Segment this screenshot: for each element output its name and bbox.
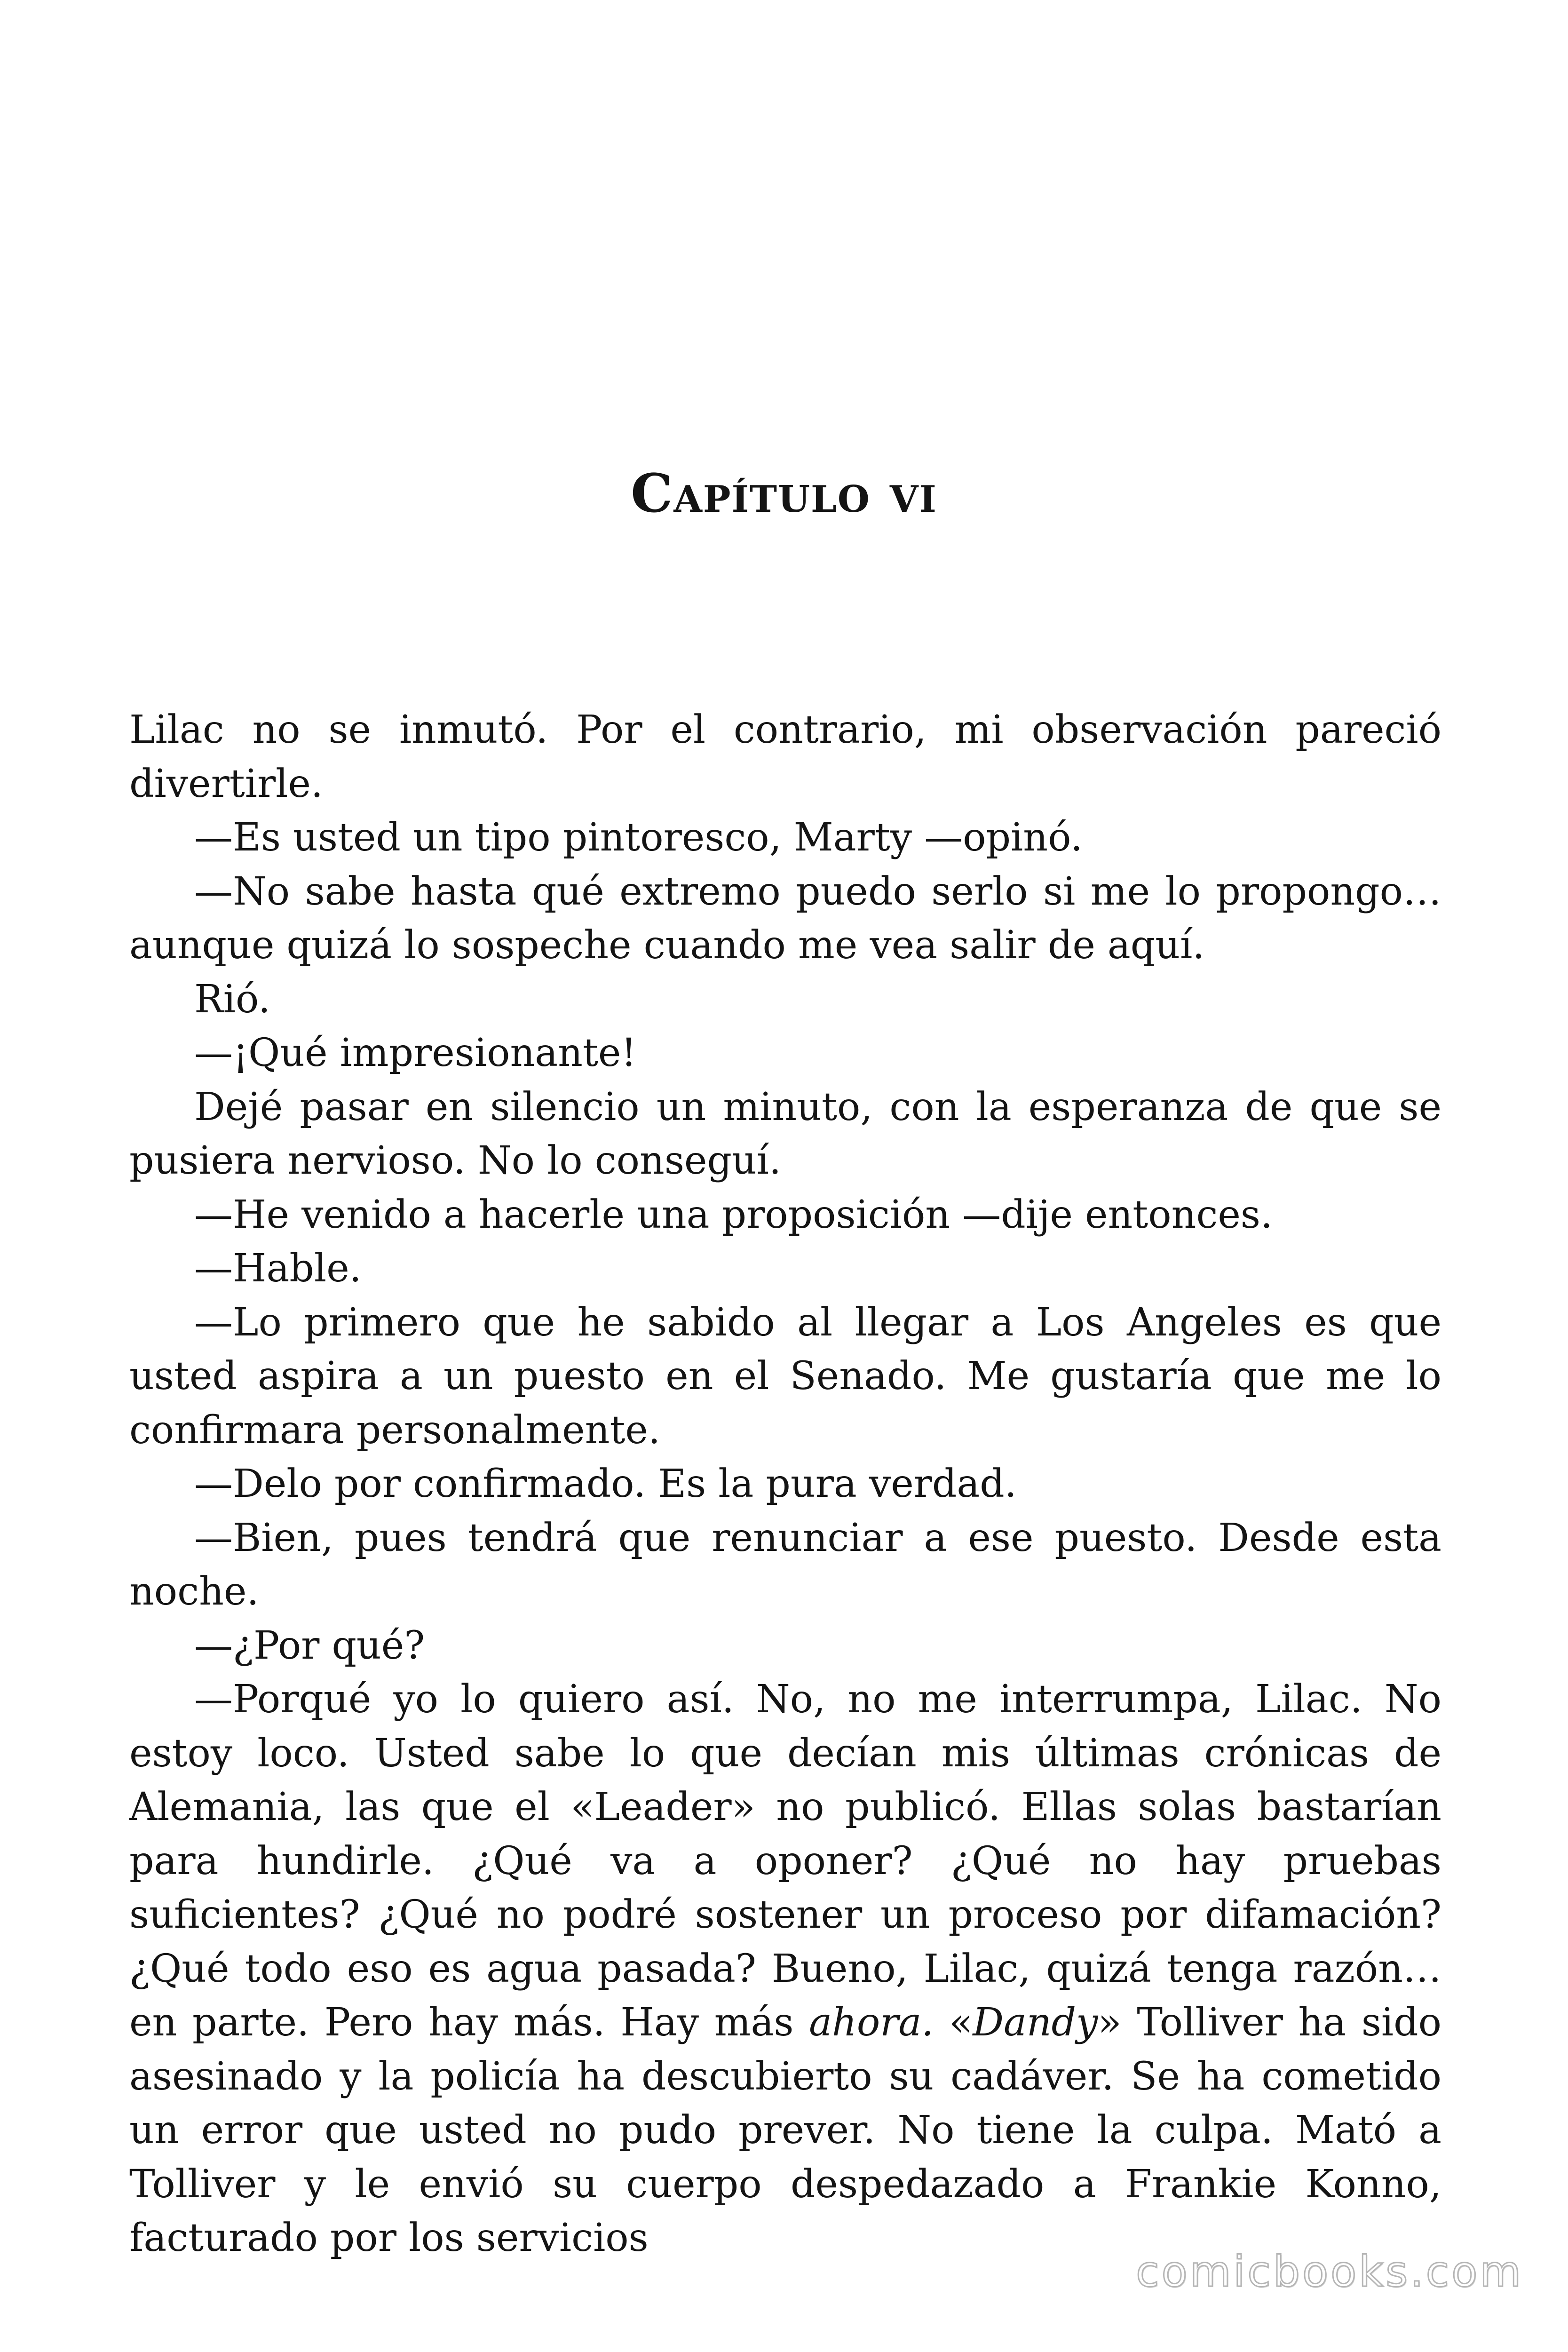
paragraph: —Delo por confirmado. Es la pura verdad. (194, 1462, 1017, 1506)
paragraph: —No sabe hasta qué extremo puedo serlo si me lo propongo… aunque quizá lo sospeche cuando me vea salir de aquí. (129, 869, 1441, 968)
emphasis-text: Dandy (973, 2000, 1098, 2045)
paragraph-text: —Porqué yo lo quiero así. No, no me interrumpa, Lilac. No estoy loco. Usted sabe lo que decían mis últimas crónicas de Alemania, las que el «Leader» no publicó. Ellas solas bastarían para hundirle. ¿Qué va a oponer? ¿Qué no hay pruebas suficientes? ¿Qué no podré sostener un proceso por difamación? ¿Qué todo eso es agua pasada? Bueno, Lilac, quizá tenga razón… en parte. Pero hay más. Hay más (129, 1677, 1441, 2045)
paragraph: —Bien, pues tendrá que renunciar a ese puesto. Desde esta noche. (129, 1515, 1441, 1614)
paragraph: Rió. (194, 977, 270, 1022)
paragraph: —He venido a hacerle una proposición —dije entonces. (194, 1192, 1273, 1237)
chapter-title: Capítulo vi (631, 463, 937, 524)
paragraph: —¡Qué impresionante! (194, 1031, 637, 1075)
body-text (129, 703, 1441, 2265)
paragraph: —Lo primero que he sabido al llegar a Los Angeles es que usted aspira a un puesto en el Senado. Me gustaría que me lo confirmara personalmente. (129, 1300, 1441, 1453)
paragraph-text: » Tolliver ha sido asesinado y la policía ha descubierto su cadáver. Se ha cometido un error que usted no pudo prever. No tiene la culpa. Mató a Tolliver y le envió su cuerpo despedazado a Frankie Konno, facturado por los servicios (129, 2000, 1442, 2260)
paragraph: Lilac no se inmutó. Por el contrario, mi observación pareció divertirle. (129, 707, 1441, 806)
paragraph-text: « (934, 2000, 973, 2045)
paragraph: Dejé pasar en silencio un minuto, con la esperanza de que se pusiera nervioso. No lo conseguí. (129, 1084, 1441, 1183)
paragraph (129, 1673, 1441, 2265)
emphasis-text: ahora. (809, 2000, 934, 2045)
paragraph: —Es usted un tipo pintoresco, Marty —opinó. (194, 815, 1083, 860)
paragraph: —Hable. (194, 1246, 362, 1291)
watermark-logo: comicbooks.com (1136, 2247, 1523, 2296)
paragraph: —¿Por qué? (194, 1623, 425, 1668)
